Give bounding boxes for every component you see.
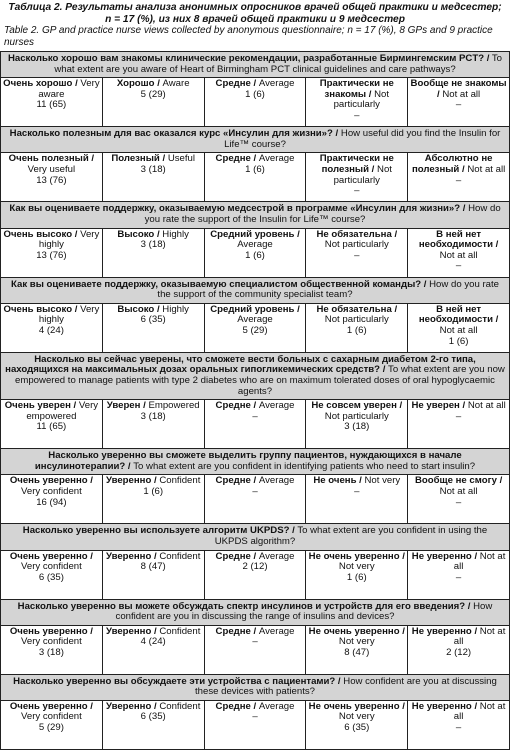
question-text-russian: Насколько вы сейчас уверены, что сможете вести больных с сахарным диабетом 2-го типа, находящихся на максимальных дозах оральных гипогликемических средств? / [5, 353, 476, 376]
question-cell [1, 127, 510, 153]
answer-label-english: Very highly [38, 303, 100, 326]
answer-row [1, 625, 510, 674]
answer-cell [408, 700, 510, 749]
answer-label-english: Very empowered [26, 400, 99, 422]
answer-label-russian: Не уверенно / [411, 700, 478, 712]
answer-cell [1, 78, 103, 127]
answer-label-russian: Не обязательна / [316, 303, 398, 315]
question-text-english: How do you rate the support of the Insulin for Life™ course? [144, 203, 501, 225]
answer-cell [102, 475, 204, 524]
question-text-english: To what extent are you now empowered to manage patients with type 2 diabetes who are on maximum tolerated doses of oral hypoglycaemic agents? [15, 364, 505, 397]
answer-label-russian: Средне / [215, 550, 257, 562]
answer-cell [204, 228, 306, 277]
answer-label-russian: Не очень уверенно / [308, 700, 405, 712]
answer-label-english: Average [237, 314, 273, 326]
question-text-english: To what extent are you aware of Heart of Birmingham PCT clinical guidelines and care pathways? [54, 53, 503, 75]
answer-count-value: – [455, 496, 462, 508]
question-cell [1, 524, 510, 550]
question-text-english: How useful did you find the Insulin for Life™ course? [224, 128, 501, 150]
answer-cell [306, 153, 408, 202]
answer-cell [102, 78, 204, 127]
answer-label-english: Average [258, 700, 295, 712]
answer-label-russian: Средне / [215, 700, 257, 712]
answer-label-english: Not at all [439, 249, 478, 261]
question-text-russian: Насколько уверенно вы можете обсуждать спектр инсулинов и устройств для его введения? / [17, 600, 471, 612]
answer-label-english: Very confident [20, 636, 82, 648]
answer-count-value: – [455, 410, 462, 422]
answer-label-russian: Очень полезный / [8, 153, 95, 165]
caption-english: Table 2. GP and practice nurse views collected by anonymous questionnaire; n = 17 (%), 8 GPs and 9 practice nurses [4, 25, 493, 48]
answer-label-russian: Уверенно / [105, 625, 157, 637]
answer-cell [204, 475, 306, 524]
answer-count-value: 1 (6) [346, 571, 367, 583]
answer-label-russian: В ней нет необходимости / [418, 303, 499, 326]
answer-label-russian: Средне / [215, 475, 257, 487]
answer-count-value: 5 (29) [38, 722, 64, 734]
answer-count-value: 16 (94) [36, 496, 67, 508]
answer-cell [408, 78, 510, 127]
answer-cell [306, 228, 408, 277]
question-text-english: To what extent are you confident in using the UKPDS algorithm? [214, 525, 488, 547]
answer-label-russian: Очень высоко / [3, 303, 78, 315]
answer-label-english: Very confident [20, 711, 82, 723]
answer-cell [1, 700, 103, 749]
answer-label-russian: Не обязательна / [316, 228, 398, 240]
answer-label-russian: Практически не полезный / [319, 153, 394, 175]
answer-count-value: 2 (12) [446, 646, 472, 658]
answer-count-value: 2 (12) [242, 561, 268, 573]
answer-cell [204, 153, 306, 202]
question-row [1, 449, 510, 475]
answer-count-value: 5 (29) [140, 88, 166, 100]
question-row [1, 277, 510, 303]
answer-cell [204, 400, 306, 449]
answer-cell [102, 625, 204, 674]
answer-label-russian: Вообще не смогу / [414, 475, 503, 487]
answer-label-english: Very useful [27, 163, 76, 175]
caption-russian-line-2: n = 17 (%), из них 8 врачей общей практики и 9 медсестер [105, 13, 405, 25]
answer-count-value: – [354, 249, 360, 261]
answer-row [1, 550, 510, 599]
answer-label-english: Not at all [439, 485, 478, 497]
answer-cell [1, 228, 103, 277]
question-text-english: How do you rate the support of the community specialist team? [157, 278, 499, 301]
answer-count-value: 1 (6) [245, 88, 265, 100]
answer-count-value: 11 (65) [36, 421, 67, 433]
answer-cell [1, 475, 103, 524]
answer-label-english: Not very [338, 561, 375, 573]
answer-count-value: – [252, 485, 258, 497]
question-text-english: How confident are you in discussing the range of insulins and devices? [115, 600, 493, 623]
table-caption [0, 0, 510, 49]
answer-label-russian: Высоко / [117, 303, 160, 315]
answer-count-value: 1 (6) [245, 163, 265, 175]
answer-cell [408, 153, 510, 202]
answer-label-english: Not particularly [333, 163, 392, 186]
answer-label-russian: Уверенно / [105, 475, 157, 487]
answer-label-english: Average [258, 400, 295, 412]
question-text-russian: Насколько уверенно вы используете алгоритм UKPDS? / [22, 525, 295, 537]
answer-count-value: 1 (6) [143, 485, 164, 497]
answer-count-value: – [252, 711, 258, 723]
answer-label-russian: Средне / [215, 400, 257, 412]
answer-label-russian: Средне / [215, 153, 257, 165]
answer-label-russian: Не уверенно / [411, 625, 478, 637]
question-cell [1, 674, 510, 700]
answer-count-value: 4 (24) [140, 636, 166, 648]
answer-cell [204, 625, 306, 674]
answer-cell [306, 400, 408, 449]
answer-count-value: 6 (35) [38, 571, 64, 583]
answer-label-english: Not very [338, 636, 375, 648]
answer-label-english: Very aware [38, 78, 100, 100]
answer-count-value: – [455, 174, 462, 186]
answer-label-english: Not at all [453, 550, 506, 573]
answer-label-russian: Уверен / [106, 400, 146, 412]
question-row [1, 127, 510, 153]
question-text-russian: Насколько хорошо вам знакомы клинические рекомендации, разработанные Бирмингемским PCT? / [7, 53, 490, 64]
answer-count-value: 8 (47) [140, 561, 166, 573]
answer-cell [204, 303, 306, 352]
answer-cell [306, 303, 408, 352]
answer-label-english: Not at all [453, 625, 506, 648]
answer-cell [102, 400, 204, 449]
answer-cell [102, 550, 204, 599]
answer-label-english: Not at all [467, 163, 506, 175]
question-row [1, 202, 510, 228]
answer-count-value: – [455, 260, 462, 272]
survey-results-table [0, 51, 510, 750]
answer-count-value: 1 (6) [245, 249, 265, 261]
answer-label-russian: Очень хорошо / [3, 78, 78, 90]
answer-label-russian: Не очень уверенно / [308, 550, 405, 562]
answer-count-value: – [252, 410, 258, 422]
answer-count-value: 3 (18) [140, 410, 166, 422]
answer-count-value: 3 (18) [140, 239, 166, 251]
answer-label-russian: Хорошо / [116, 78, 160, 90]
question-row [1, 52, 510, 78]
answer-label-english: Very confident [20, 561, 82, 573]
answer-count-value: – [354, 185, 360, 197]
answer-cell [408, 475, 510, 524]
answer-cell [204, 550, 306, 599]
answer-label-english: Average [237, 239, 273, 251]
answer-label-russian: Не совсем уверен / [311, 400, 403, 412]
question-text-russian: Как вы оцениваете поддержку, оказываемую специалистом общественной команды? / [11, 278, 427, 290]
answer-cell [408, 400, 510, 449]
answer-label-english: Not particularly [324, 239, 389, 251]
answer-label-russian: Очень уверен / [4, 400, 77, 412]
answer-cell [306, 78, 408, 127]
answer-count-value: – [354, 485, 360, 497]
answer-row [1, 400, 510, 449]
answer-cell [102, 303, 204, 352]
answer-label-english: Average [258, 625, 295, 637]
answer-label-english: Average [258, 78, 295, 90]
answer-label-russian: Вообще не знакомы / [410, 78, 507, 100]
answer-label-english: Not very [338, 711, 375, 723]
answer-count-value: 13 (76) [36, 249, 67, 261]
answer-label-english: Aware [162, 78, 190, 90]
answer-label-russian: Не очень уверенно / [308, 625, 405, 637]
question-cell [1, 202, 510, 228]
answer-count-value: 6 (35) [344, 722, 370, 734]
question-row [1, 599, 510, 625]
answer-count-value: 8 (47) [344, 646, 370, 658]
question-cell [1, 599, 510, 625]
answer-label-english: Empowered [148, 400, 200, 412]
answer-label-english: Not particularly [324, 410, 389, 422]
answer-cell [1, 400, 103, 449]
answer-label-english: Not very [364, 475, 401, 487]
question-text-russian: Насколько полезным для вас оказался курс «Инсулин для жизни»? / [9, 128, 339, 140]
answer-label-english: Average [258, 153, 295, 165]
question-text-english: To what extent are you confident in identifying patients who need to start insulin? [133, 460, 476, 472]
answer-label-russian: Не очень / [313, 475, 362, 487]
answer-count-value: 1 (6) [346, 324, 367, 336]
answer-row [1, 475, 510, 524]
answer-label-english: Average [258, 550, 295, 562]
answer-label-russian: Средний уровень / [210, 228, 300, 240]
answer-cell [102, 228, 204, 277]
answer-cell [204, 78, 306, 127]
answer-count-value: – [455, 722, 462, 734]
caption-russian-line-1: Таблица 2. Результаты анализа анонимных опросников врачей общей практики и медсестер; [8, 2, 502, 13]
answer-cell [102, 700, 204, 749]
answer-row [1, 700, 510, 749]
answer-count-value: 3 (18) [38, 646, 64, 658]
answer-label-english: Confident [159, 625, 201, 637]
answer-cell [306, 700, 408, 749]
question-cell [1, 277, 510, 303]
answer-label-russian: Уверенно / [105, 550, 157, 562]
answer-cell [306, 475, 408, 524]
answer-label-russian: Очень высоко / [3, 228, 78, 240]
question-row [1, 524, 510, 550]
answer-label-english: Not at all [467, 400, 506, 412]
answer-label-russian: Практически не знакомы / [319, 78, 394, 100]
answer-cell [1, 625, 103, 674]
answer-row [1, 78, 510, 127]
answer-label-english: Very confident [20, 485, 82, 497]
question-row [1, 352, 510, 399]
answer-count-value: 11 (65) [36, 99, 67, 111]
answer-count-value: 4 (24) [38, 324, 64, 336]
answer-label-english: Useful [167, 153, 196, 165]
answer-count-value: 6 (35) [140, 314, 166, 326]
answer-cell [102, 153, 204, 202]
answer-row [1, 303, 510, 352]
answer-cell [408, 625, 510, 674]
question-text-russian: Как вы оцениваете поддержку, оказываемую медсестрой в программе «Инсулин для жизни»? / [9, 203, 466, 215]
answer-label-russian: Полезный / [111, 153, 166, 165]
answer-label-russian: Не уверенно / [411, 550, 478, 562]
answer-label-russian: Не уверен / [411, 400, 466, 412]
answer-cell [408, 228, 510, 277]
answer-count-value: 5 (29) [242, 324, 268, 336]
answer-count-value: – [455, 99, 462, 111]
answer-row [1, 153, 510, 202]
answer-label-russian: В ней нет необходимости / [418, 228, 499, 251]
question-text-russian: Насколько уверенно вы сможете выделить группу пациентов, нуждающихся в начале инсулинотерапии? / [34, 450, 462, 472]
question-text-english: How confident are you at discussing these devices with patients? [195, 675, 497, 698]
answer-count-value: 6 (35) [140, 711, 166, 723]
answer-label-russian: Очень уверенно / [9, 700, 93, 712]
answer-label-english: Not particularly [333, 88, 390, 111]
answer-label-english: Average [258, 475, 295, 487]
answer-cell [1, 550, 103, 599]
question-cell [1, 352, 510, 399]
answer-label-english: Highly [162, 303, 189, 315]
answer-cell [204, 700, 306, 749]
question-cell [1, 52, 510, 78]
answer-label-english: Not at all [453, 700, 506, 723]
answer-count-value: – [354, 109, 360, 121]
answer-label-english: Not particularly [324, 314, 389, 326]
answer-count-value: 3 (18) [344, 421, 370, 433]
answer-label-russian: Очень уверенно / [9, 475, 93, 487]
answer-label-russian: Высоко / [117, 228, 160, 240]
answer-label-english: Confident [159, 550, 201, 562]
question-text-russian: Насколько уверенно вы обсуждаете эти устройства с пациентами? / [13, 675, 341, 687]
answer-count-value: – [252, 636, 258, 648]
answer-cell [306, 625, 408, 674]
answer-cell [1, 153, 103, 202]
answer-row [1, 228, 510, 277]
answer-label-russian: Абсолютно не полезный / [411, 153, 493, 175]
answer-label-russian: Средний уровень / [210, 303, 300, 315]
answer-count-value: 13 (76) [36, 174, 67, 186]
survey-table-body [1, 52, 510, 750]
answer-cell [1, 303, 103, 352]
answer-label-russian: Средне / [215, 625, 257, 637]
answer-label-english: Not at all [439, 324, 478, 336]
answer-label-russian: Очень уверенно / [9, 625, 93, 637]
answer-cell [306, 550, 408, 599]
answer-count-value: – [455, 571, 462, 583]
answer-count-value: 3 (18) [140, 163, 166, 175]
answer-label-english: Confident [159, 475, 201, 487]
answer-label-english: Confident [159, 700, 201, 712]
answer-label-russian: Уверенно / [105, 700, 157, 712]
question-cell [1, 449, 510, 475]
answer-label-english: Not at all [442, 88, 481, 100]
caption-russian [4, 2, 506, 25]
answer-label-english: Highly [162, 228, 189, 240]
question-row [1, 674, 510, 700]
answer-cell [408, 303, 510, 352]
answer-label-english: Very highly [38, 228, 100, 251]
answer-label-russian: Средне / [215, 78, 257, 90]
answer-count-value: 1 (6) [448, 335, 469, 347]
answer-cell [408, 550, 510, 599]
answer-label-russian: Очень уверенно / [9, 550, 93, 562]
